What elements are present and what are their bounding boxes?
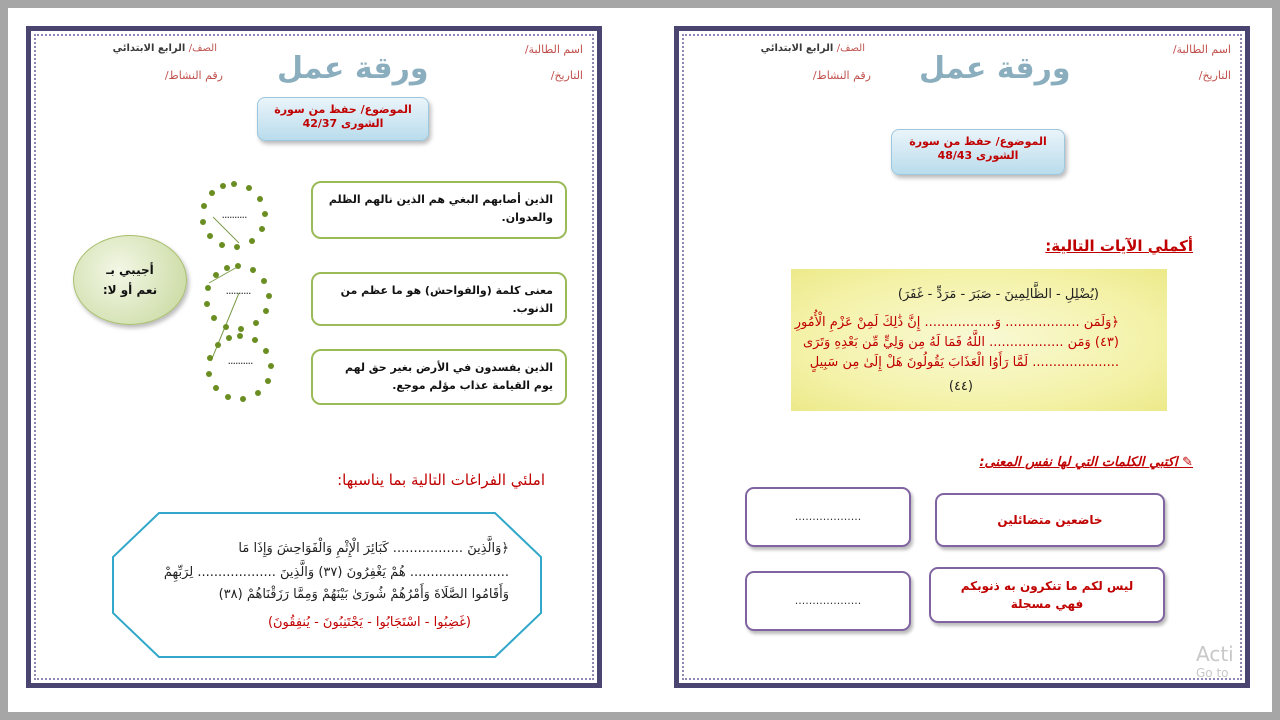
topic-line-2: الشورى 42/37 — [302, 117, 384, 130]
watermark-line-1: Acti — [1196, 642, 1234, 666]
complete-word-bank: (يُضْلِلِ - الظَّالِمِينَ - صَبَرَ - مَرَدٍّ - غَفَرَ) — [897, 287, 1099, 302]
student-name-label: اسم الطالبة/ — [1172, 43, 1231, 56]
fill-verse-line-1: ﴿وَالَّذِينَ ................. كَبَائِرَ الْإِثْمِ وَالْفَوَاحِشَ وَإِذَا مَا — [238, 541, 509, 556]
page-gap — [630, 8, 646, 712]
answer-wreath-2 — [201, 261, 275, 339]
fill-verse-line-2: ........................ هُمْ يَغْفِرُونَ (٣٧) وَالَّذِينَ ................... لِرَبِّهِمْ — [163, 565, 509, 580]
complete-verse-line-3: ..................... لَمَّا رَأَوُا الْعَذَابَ يَقُولُونَ هَلْ إِلَىٰ مِن سَبِيلٍ — [809, 355, 1119, 370]
answer-blank-2[interactable]: .......... — [225, 284, 251, 297]
worksheet-page-left — [26, 26, 602, 688]
complete-verses-instruction: أكملي الآيات التالية: — [1045, 237, 1193, 255]
answer-blank-1[interactable]: .......... — [221, 208, 247, 221]
answer-prompt-line-2: نعم أو لا: — [102, 283, 158, 297]
meaning-instruction-text: اكتبي الكلمات التي لها نفس المعنى: — [979, 455, 1178, 470]
page-title: ورقة عمل — [919, 51, 1071, 86]
topic-line-2: الشورى 48/43 — [937, 149, 1019, 162]
grade-value: الرابع الابتدائي — [760, 43, 834, 54]
true-false-question-2: معنى كلمة (والفواحش) هو ما عظم من الذنوب. — [311, 272, 567, 326]
worksheet-page-right — [674, 26, 1250, 688]
complete-verse-line-4: (٤٤) — [948, 379, 973, 394]
complete-verse-line-1: ﴿وَلَمَن .................. وَ................. إِنَّ ذَٰلِكَ لَمِنْ عَزْمِ الْأُمُورِ — [794, 315, 1119, 330]
answer-prompt-oval — [73, 235, 187, 325]
answer-wreath-3 — [203, 331, 277, 409]
fill-word-bank: (غَضِبُوا - اسْتَجَابُوا - يَجْتَنِبُونَ - يُنفِقُونَ) — [267, 615, 471, 630]
octagon-frame — [111, 511, 543, 659]
student-name-label: اسم الطالبة/ — [524, 43, 583, 56]
page-title: ورقة عمل — [277, 51, 429, 86]
grade-label: الصف/ — [188, 43, 217, 54]
meaning-answer-box-1[interactable]: ................... — [745, 487, 911, 547]
fill-blanks-instruction: املئي الفراغات التالية بما يناسبها: — [337, 471, 545, 489]
true-false-question-3: الذين يفسدون في الأرض بغير حق لهم يوم القيامة عذاب مؤلم موجع. — [311, 349, 567, 405]
true-false-question-1: الذين أصابهم البغي هم الذين نالهم الظلم والعدوان. — [311, 181, 567, 239]
grade-value: الرابع الابتدائي — [112, 43, 186, 54]
date-label: التاريخ/ — [1198, 69, 1231, 82]
date-label: التاريخ/ — [550, 69, 583, 82]
windows-activation-watermark — [1196, 642, 1234, 680]
fill-verse-line-3: وَأَقَامُوا الصَّلَاةَ وَأَمْرُهُمْ شُورَىٰ بَيْنَهُمْ وَمِمَّا رَزَقْنَاهُمْ (٣٨) — [218, 587, 509, 602]
laurel-wreath-icon — [201, 261, 275, 335]
answer-blank-3[interactable]: .......... — [227, 354, 253, 367]
topic-line-1: الموضوع/ حفظ من سورة — [909, 135, 1047, 148]
answer-prompt-line-1: أجيبي بـ — [106, 263, 154, 277]
grade-field — [761, 43, 865, 54]
grade-label: الصف/ — [836, 43, 865, 54]
topic-line-1: الموضوع/ حفظ من سورة — [274, 103, 412, 116]
pencil-icon: ✎ — [1182, 455, 1193, 470]
meaning-answer-box-2[interactable]: ................... — [745, 571, 911, 631]
meaning-instruction — [979, 455, 1193, 470]
watermark-line-2: Go to — [1196, 666, 1229, 680]
complete-verse-line-2: (٤٣) وَمَن .................. اللَّهُ فَمَا لَهُ مِن وَلِيٍّ مِّن بَعْدِهِ وَتَرَى — [803, 335, 1119, 350]
topic-box — [891, 129, 1065, 175]
laurel-wreath-icon — [203, 331, 277, 405]
activity-number-label: رقم النشاط/ — [164, 69, 223, 82]
meaning-box-2: ليس لكم ما تنكرون به ذنوبكم فهي مسجلة — [929, 567, 1165, 623]
activity-number-label: رقم النشاط/ — [812, 69, 871, 82]
meaning-box-1: خاضعين متضائلين — [935, 493, 1165, 547]
